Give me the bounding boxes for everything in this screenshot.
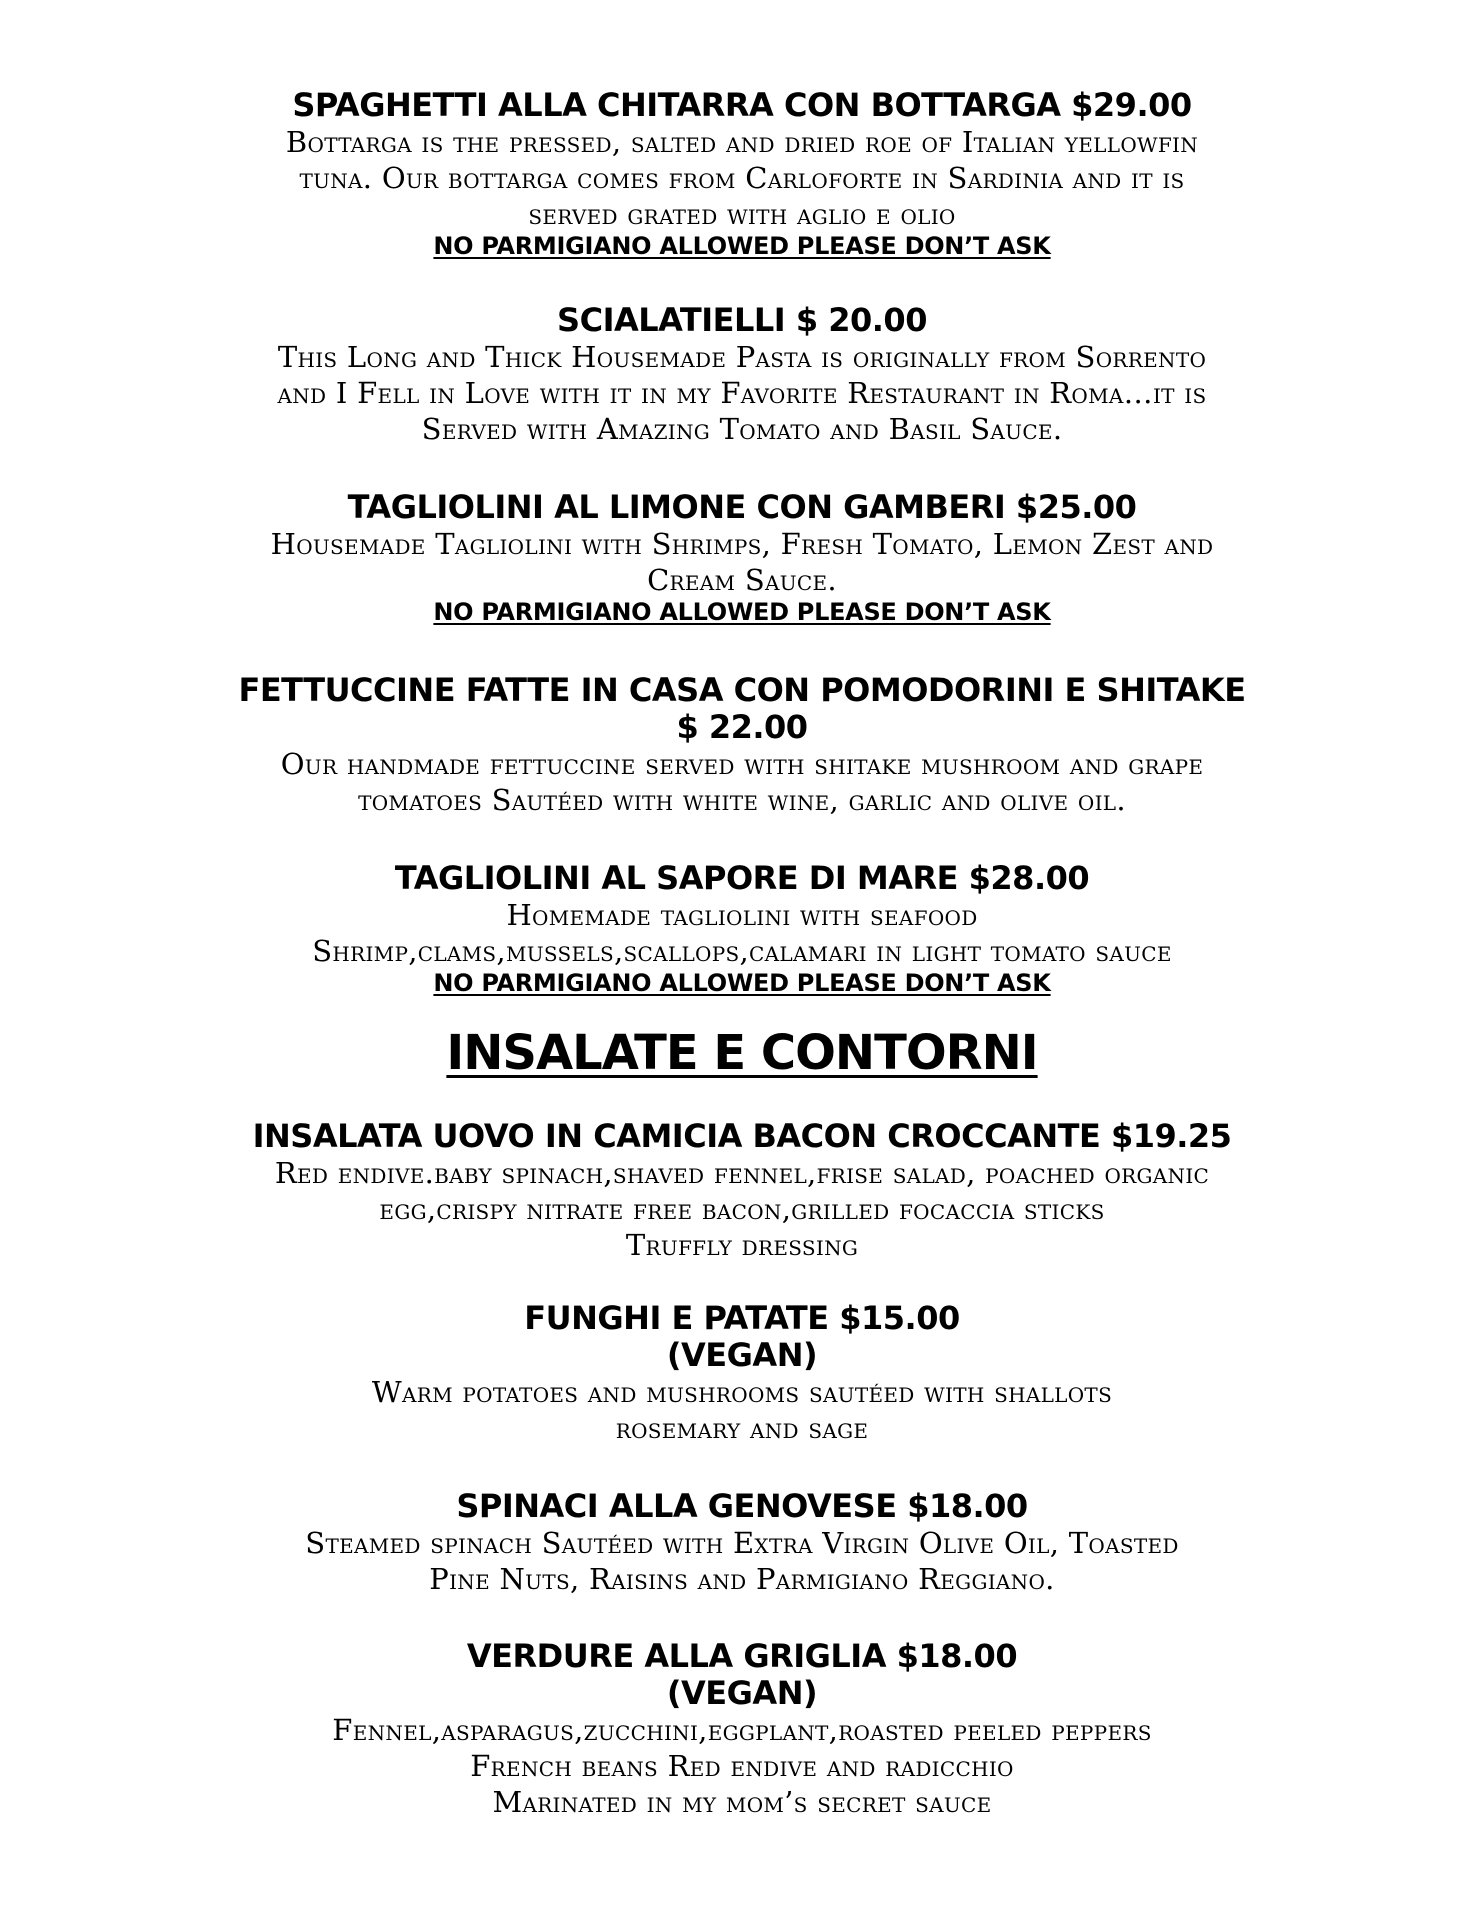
item-description-line: and I Fell in Love with it in my Favorite Restaurant in Roma…it is: [277, 376, 1207, 410]
item-title: TAGLIOLINI AL LIMONE CON GAMBERI $25.00: [347, 488, 1137, 526]
item-description-line: served grated with aglio e olio: [528, 197, 956, 231]
item-description-line: Bottarga is the pressed, salted and dried roe of Italian yellowfin: [285, 125, 1199, 159]
menu-item-scialatielli: [0, 302, 1484, 447]
item-title: SCIALATIELLI $ 20.00: [557, 301, 927, 339]
item-description-line: tomatoes Sautéed with white wine, garlic and olive oil.: [358, 783, 1126, 817]
item-description-line: Fennel,asparagus,zucchini,eggplant,roasted peeled peppers: [332, 1713, 1152, 1747]
menu-item-insalata-uovo: [0, 1118, 1484, 1263]
section-heading-block: [0, 1025, 1484, 1081]
item-description-line: This Long and Thick Housemade Pasta is originally from Sorrento: [277, 340, 1207, 374]
menu-item-tagliolini-limone: [0, 489, 1484, 627]
section-heading: INSALATE E CONTORNI: [446, 1025, 1038, 1081]
menu-item-tagliolini-mare: [0, 860, 1484, 998]
item-warning-note: NO PARMIGIANO ALLOWED PLEASE DON’T ASK: [433, 232, 1051, 260]
item-vegan-tag: (VEGAN): [666, 1674, 818, 1712]
item-title: SPAGHETTI ALLA CHITARRA CON BOTTARGA $29.00: [292, 86, 1192, 124]
menu-item-verdure-griglia: [0, 1638, 1484, 1820]
item-description-line: tuna. Our bottarga comes from Carloforte in Sardinia and it is: [299, 161, 1185, 195]
item-description-line: Pine Nuts, Raisins and Parmigiano Reggiano.: [429, 1562, 1055, 1596]
item-description-line: rosemary and sage: [615, 1411, 869, 1445]
item-description-line: Steamed spinach Sautéed with Extra Virgin Olive Oil, Toasted: [305, 1526, 1179, 1560]
item-description-line: Warm potatoes and mushrooms sautéed with shallots: [371, 1375, 1113, 1409]
menu-item-spinaci-genovese: [0, 1488, 1484, 1597]
item-description-line: Red endive.baby spinach,shaved fennel,frise salad, poached organic: [274, 1156, 1210, 1190]
item-warning-note: NO PARMIGIANO ALLOWED PLEASE DON’T ASK: [433, 598, 1051, 626]
item-description-line: Housemade Tagliolini with Shrimps, Fresh Tomato, Lemon Zest and: [270, 527, 1214, 561]
item-price: $ 22.00: [676, 708, 808, 746]
item-title: SPINACI ALLA GENOVESE $18.00: [456, 1487, 1028, 1525]
item-description-line: French beans Red endive and radicchio: [470, 1749, 1014, 1783]
menu-item-funghi-patate: [0, 1300, 1484, 1446]
item-description-line: Served with Amazing Tomato and Basil Sauce.: [421, 412, 1063, 446]
item-description-line: egg,crispy nitrate free bacon,grilled focaccia sticks: [379, 1192, 1105, 1226]
item-description-line: Our handmade fettuccine served with shitake mushroom and grape: [280, 747, 1204, 781]
menu-item-spaghetti-bottarga: [0, 87, 1484, 261]
item-description-line: Marinated in my mom’s secret sauce: [492, 1785, 992, 1819]
item-title: TAGLIOLINI AL SAPORE DI MARE $28.00: [394, 859, 1090, 897]
item-description-line: Shrimp,clams,mussels,scallops,calamari in light tomato sauce: [312, 934, 1172, 968]
item-description-line: Homemade tagliolini with seafood: [506, 898, 978, 932]
item-title: FETTUCCINE FATTE IN CASA CON POMODORINI E SHITAKE: [238, 671, 1246, 709]
item-vegan-tag: (VEGAN): [666, 1336, 818, 1374]
item-description-line: Cream Sauce.: [647, 563, 837, 597]
item-warning-note: NO PARMIGIANO ALLOWED PLEASE DON’T ASK: [433, 969, 1051, 997]
menu-item-fettuccine: [0, 672, 1484, 818]
item-description-line: Truffly dressing: [625, 1228, 859, 1262]
item-title: FUNGHI E PATATE $15.00: [524, 1299, 960, 1337]
item-title: INSALATA UOVO IN CAMICIA BACON CROCCANTE $19.25: [252, 1117, 1232, 1155]
item-title: VERDURE ALLA GRIGLIA $18.00: [466, 1637, 1018, 1675]
